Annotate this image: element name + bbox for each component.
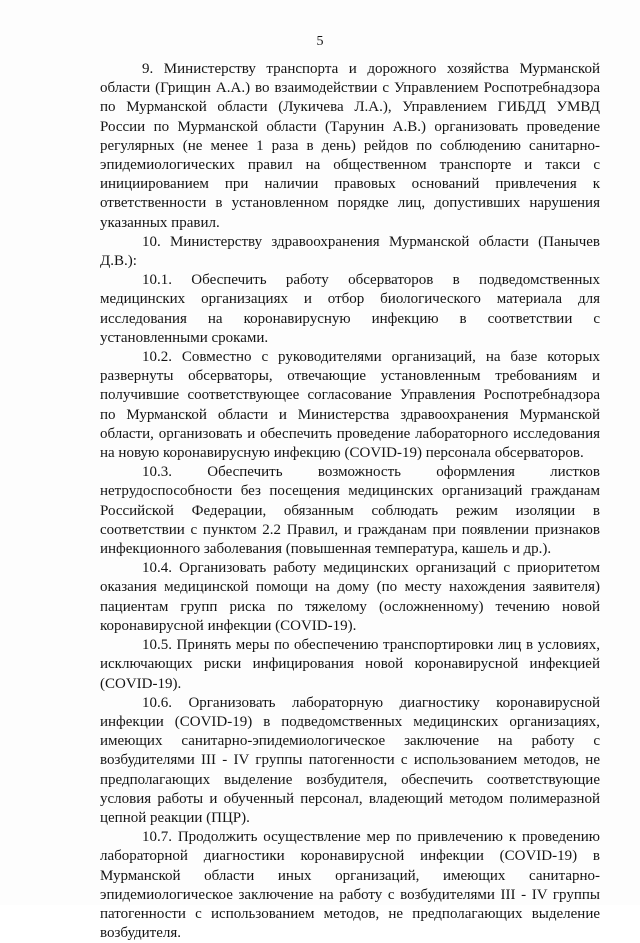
paragraph-9-transport-ministry: 9. Министерству транспорта и дорожного хозяйства Мурманской области (Грищин А.А.) во взаимодействии с Управлением Роспотребнадзора по Мурманской области (Лукичева Л.А.), Управлением ГИБДД УМВД России по Мурманской области (Тарунин А.В.) организовать проведение регулярных (не менее 1 раза в день) рейдов по соблюдению санитарно-эпидемиологических правил на общественном транспорте и такси с инициированием при наличии правовых оснований привлечения к ответственности в установленном порядке лиц, допустивших нарушения указанных правил. [100,61,600,231]
paragraph-10-health-ministry: 10. Министерству здравоохранения Мурманской области (Панычев Д.В.): [100,233,600,270]
paragraph-10-1-observators: 10.1. Обеспечить работу обсерваторов в подведомственных медицинских организациях и отбор биологического материала для исследования на коронавирусную инфекцию в соответствии с установленными сроками. [100,272,600,346]
paragraph-10-2-lab-testing-staff: 10.2. Совместно с руководителями организаций, на базе которых развернуты обсерваторы, отвечающие установленным требованиям и получившие соответствующее согласование Управления Роспотребнадзора по Мурманской области и Министерства здравоохранения Мурманской области, организовать и обеспечить проведение лабораторного исследования на новую коронавирусную инфекцию (COVID-19) персонала обсерваторов. [100,349,600,462]
document-body [100,60,600,943]
paragraph-10-6-lab-diagnostics: 10.6. Организовать лабораторную диагностику коронавирусной инфекции (COVID-19) в подведомственных медицинских организациях, имеющих санитарно-эпидемиологическое заключение на работу с возбудителями III - IV группы патогенности с использованием методов, не предполагающих выделение возбудителя, обеспечить соответствующие условия работы и обученный персонал, владеющий методом полимеразной цепной реакции (ПЦР). [100,694,600,826]
page-number: 5 [316,34,324,49]
paragraph-10-3-sick-leave: 10.3. Обеспечить возможность оформления листков нетрудоспособности без посещения медицинских организаций гражданам Российской Федерации, обязанным соблюдать режим изоляции в соответствии с пунктом 2.2 Правил, и гражданам при появлении признаков инфекционного заболевания (повышенная температура, кашель и др.). [100,464,600,558]
paragraph-10-7-other-organizations: 10.7. Продолжить осуществление мер по привлечению к проведению лабораторной диагностики коронавирусной инфекции (COVID-19) в Мурманской области иных организаций, имеющих санитарно-эпидемиологическое заключение на работу с возбудителями III - IV группы патогенности с использованием методов, не предполагающих выделение возбудителя. [100,829,600,942]
paragraph-10-4-home-care: 10.4. Организовать работу медицинских организаций с приоритетом оказания медицинской помощи на дому (по месту нахождения заявителя) пациентам групп риска по тяжелому (осложненному) течению новой коронавирусной инфекции (COVID-19). [100,560,600,634]
paragraph-10-5-transportation: 10.5. Принять меры по обеспечению транспортировки лиц в условиях, исключающих риски инфицирования новой коронавирусной инфекцией (COVID-19). [100,637,600,692]
